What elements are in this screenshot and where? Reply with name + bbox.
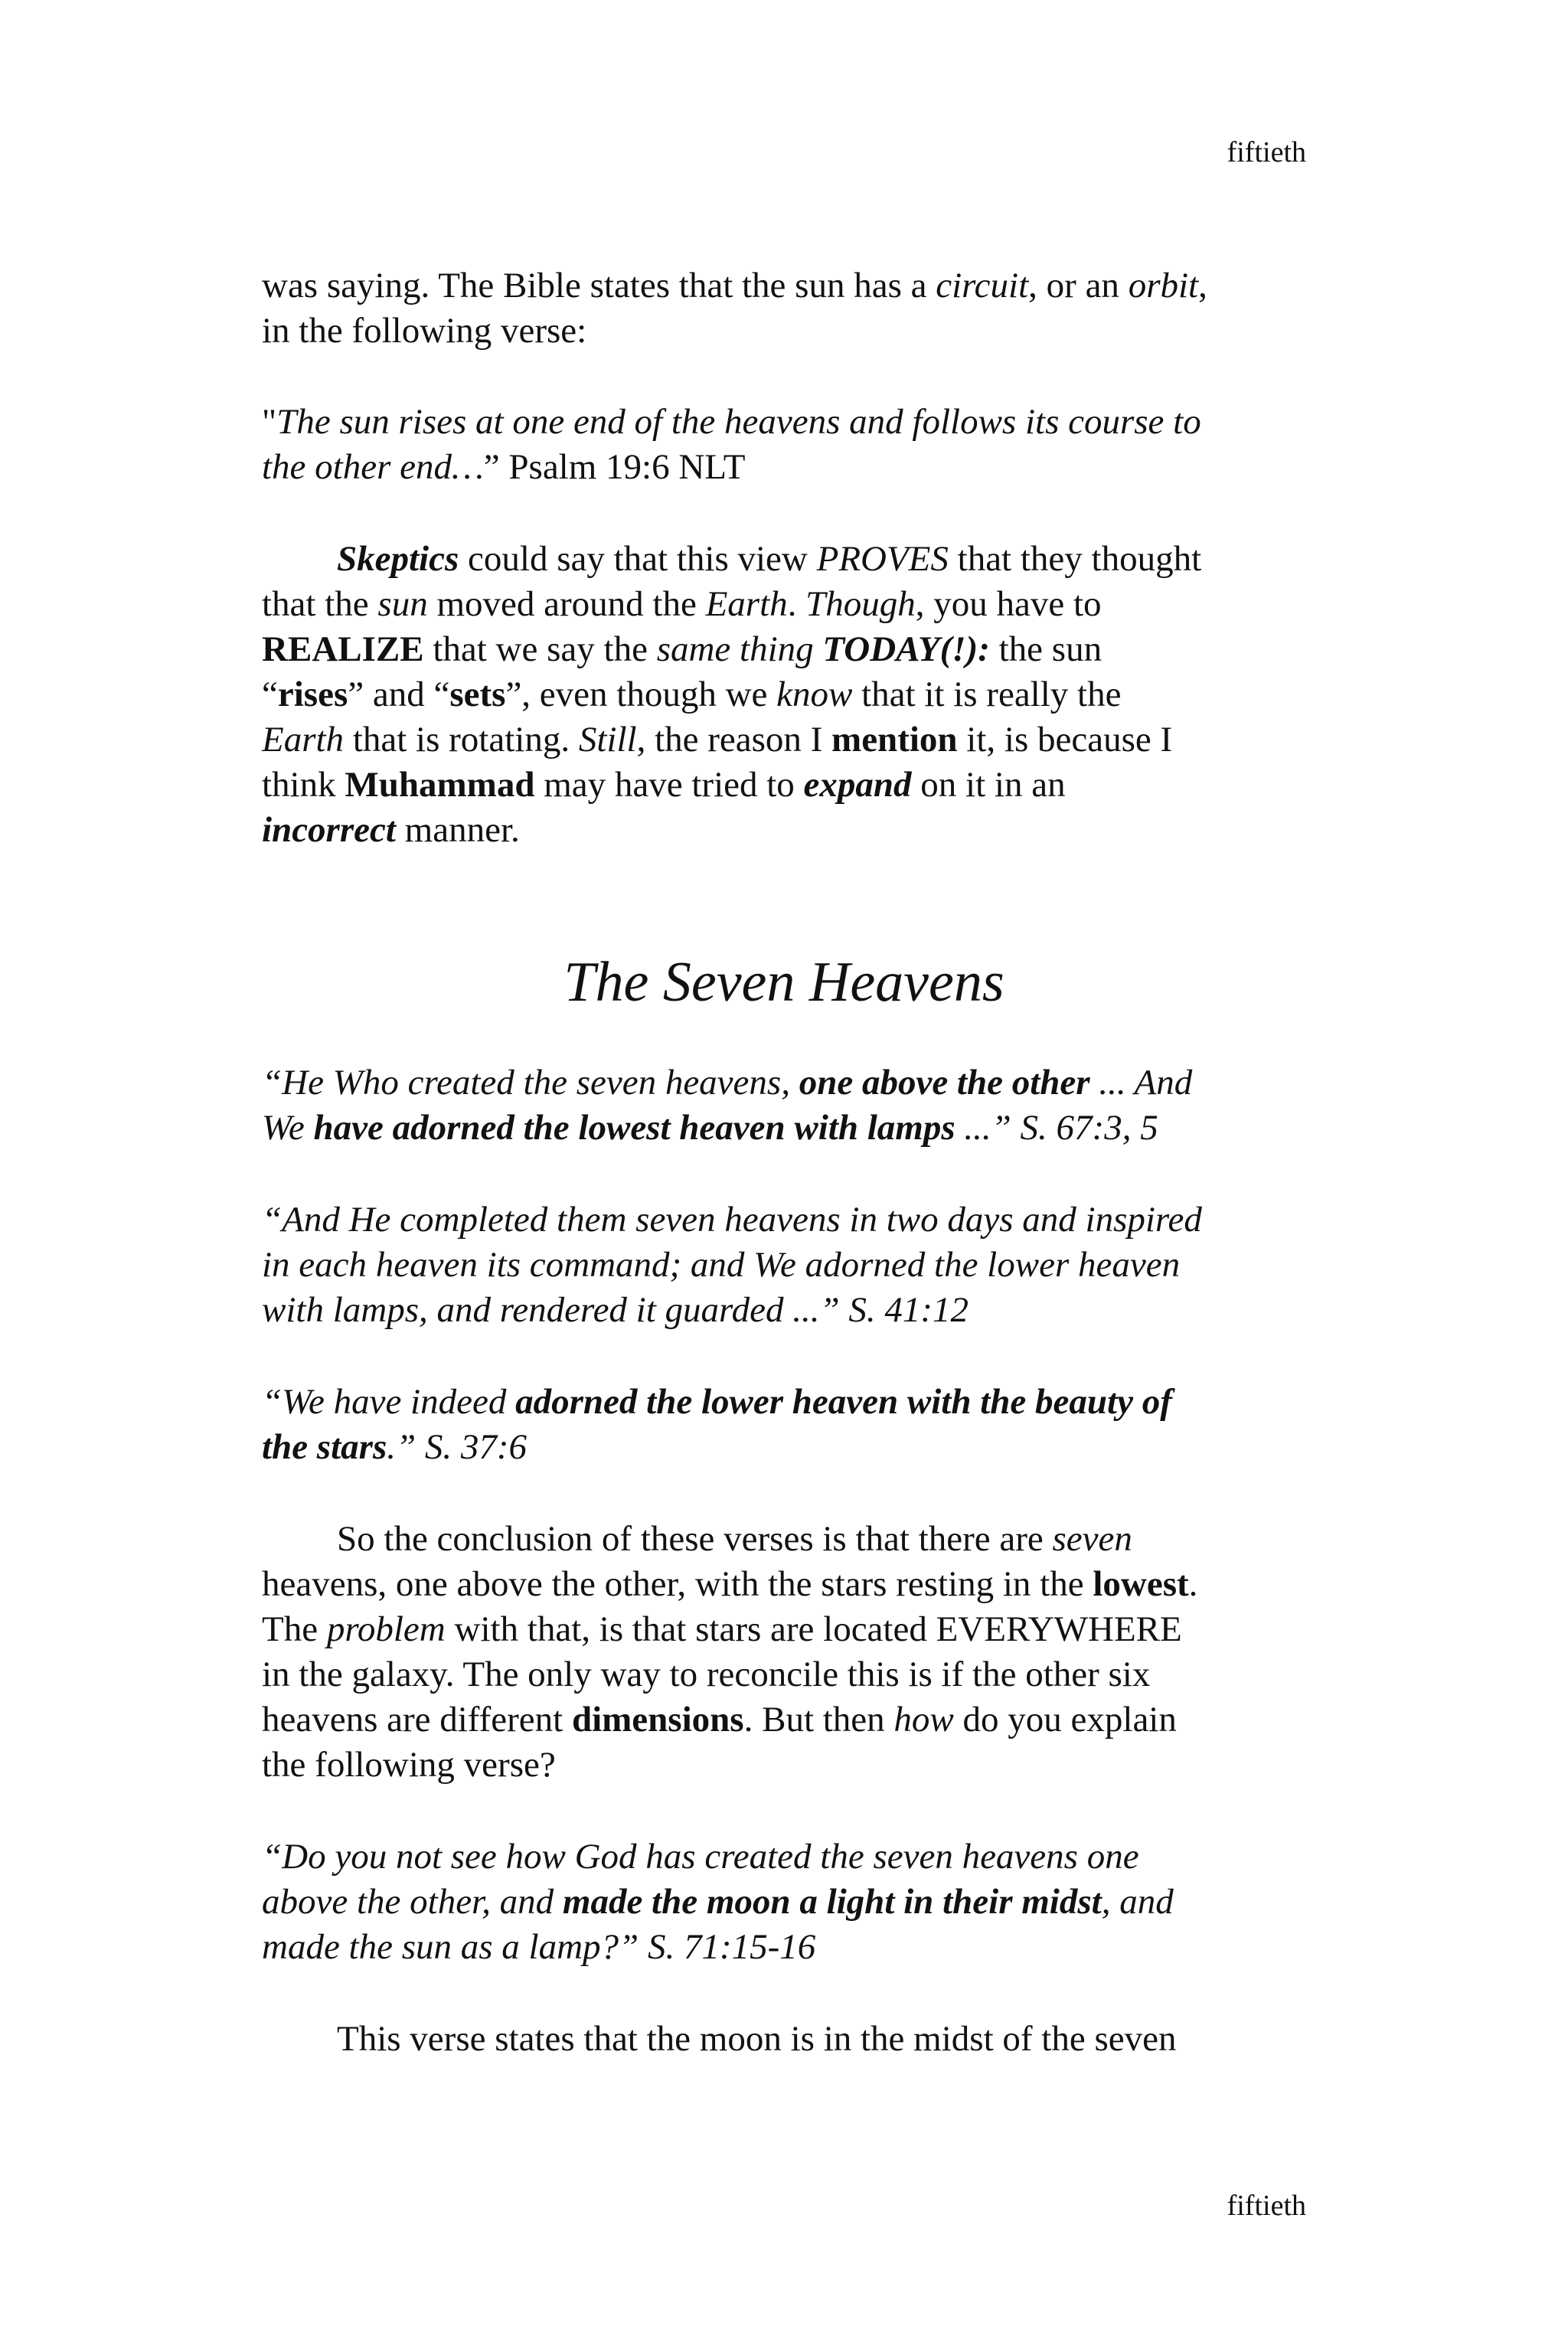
paragraph-line: in the galaxy. The only way to reconcile this is if the other six <box>262 1655 1151 1694</box>
text-run: “We have indeed <box>262 1382 516 1422</box>
text-run: We <box>262 1108 314 1148</box>
running-header: fiftieth <box>1227 136 1306 168</box>
text-run: do you explain <box>953 1700 1177 1740</box>
text-run: lowest <box>1093 1564 1189 1604</box>
quote-line <box>262 445 745 490</box>
text-run: The <box>262 1609 327 1649</box>
running-footer: fiftieth <box>1227 2190 1306 2222</box>
text-run: PROVES <box>816 539 949 579</box>
text-run: may have tried to <box>534 765 804 805</box>
paragraph-line <box>262 763 1066 808</box>
paragraph-line <box>262 1607 1182 1652</box>
quote-line: in each heaven its command; and We adorned the lower heaven <box>262 1245 1181 1285</box>
text-run: have adorned the lowest heaven with lamps <box>313 1108 956 1148</box>
text-run: manner. <box>395 810 520 850</box>
text-run: that the <box>262 584 378 624</box>
text-run: think <box>262 765 345 805</box>
paragraph-line <box>262 263 1207 309</box>
text-run: was saying. The Bible states that the sun has a <box>262 266 936 305</box>
text-run <box>814 629 823 669</box>
text-run: circuit <box>936 266 1029 305</box>
quote-line <box>262 400 1201 445</box>
paragraph-line <box>262 627 1102 672</box>
text-run: Skeptics <box>337 539 459 579</box>
paragraph-line: in the following verse: <box>262 311 587 351</box>
text-run: how <box>893 1700 954 1740</box>
paragraph-line <box>262 1562 1197 1607</box>
text-run: moved around the <box>427 584 706 624</box>
paragraph-line <box>262 582 1102 627</box>
text-run: heavens, one above the other, with the stars resting in the <box>262 1564 1093 1604</box>
paragraph-line: the following verse? <box>262 1745 556 1785</box>
quote-line <box>262 1060 1192 1106</box>
text-run: on it in an <box>911 765 1066 805</box>
text-run: “ <box>262 675 278 714</box>
text-run: problem <box>326 1609 446 1649</box>
quote-line: made the sun as a lamp?” S. 71:15-16 <box>262 1927 816 1967</box>
text-run: the sun <box>989 629 1102 669</box>
text-run: above the other, and <box>262 1882 563 1922</box>
quote-line <box>262 1880 1174 1925</box>
text-run: heavens are different <box>262 1700 572 1740</box>
text-run: Still <box>578 720 637 760</box>
text-run: The sun rises at one end of the heavens and follows its course to <box>276 402 1201 442</box>
text-run: . <box>1188 1564 1198 1604</box>
paragraph-line <box>262 672 1121 717</box>
text-run: same thing <box>656 629 814 669</box>
text-run: . But then <box>743 1700 894 1740</box>
text-run: orbit <box>1128 266 1199 305</box>
text-run: Earth <box>705 584 788 624</box>
text-run: ”, even though we <box>505 675 777 714</box>
text-run: rises <box>277 675 348 714</box>
quote-line: with lamps, and rendered it guarded ...” S. 41:12 <box>262 1290 969 1330</box>
text-run: expand <box>803 765 912 805</box>
text-run: that they thought <box>948 539 1202 579</box>
text-run: So the conclusion of these verses is that there are <box>337 1519 1053 1559</box>
text-run: Earth <box>262 720 345 760</box>
text-run: that we say the <box>423 629 657 669</box>
text-run: ...” S. 67:3, 5 <box>955 1108 1158 1148</box>
text-run: , or an <box>1028 266 1129 305</box>
text-run: seven <box>1052 1519 1132 1559</box>
text-run: Muhammad <box>345 765 535 805</box>
text-run: sets <box>449 675 506 714</box>
text-run: adorned the lower heaven with the beauty of <box>515 1382 1172 1422</box>
text-run: sun <box>377 584 428 624</box>
text-run: , the reason I <box>636 720 832 760</box>
text-run: one above the other <box>799 1063 1090 1102</box>
text-run: ” and “ <box>348 675 450 714</box>
text-run: incorrect <box>262 810 396 850</box>
text-run: with that, is that stars are located EVERYWHERE <box>445 1609 1182 1649</box>
text-run: Though <box>805 584 916 624</box>
text-run: the other end… <box>262 447 484 487</box>
text-run: that is rotating. <box>344 720 579 760</box>
paragraph-line <box>262 1697 1177 1743</box>
text-run: could say that this view <box>459 539 817 579</box>
text-run: know <box>776 675 853 714</box>
quote-line <box>262 1106 1158 1151</box>
quote-line: “Do you not see how God has created the seven heavens one <box>262 1837 1139 1877</box>
text-run: it, is because I <box>957 720 1173 760</box>
text-run: mention <box>831 720 958 760</box>
quote-line <box>262 1380 1172 1425</box>
text-run: the stars <box>262 1427 387 1467</box>
paragraph-line <box>262 808 520 853</box>
paragraph-line <box>337 537 1201 582</box>
text-run: dimensions <box>571 1700 744 1740</box>
text-run: , you have to <box>915 584 1102 624</box>
paragraph-line <box>337 1517 1132 1562</box>
text-run: REALIZE <box>262 629 424 669</box>
text-run: , and <box>1101 1882 1174 1922</box>
text-run: .” S. 37:6 <box>387 1427 528 1467</box>
text-run: ” Psalm 19:6 NLT <box>483 447 746 487</box>
text-run: " <box>262 402 277 442</box>
text-run: “He Who created the seven heavens, <box>262 1063 799 1102</box>
text-run: made the moon a light in their midst <box>562 1882 1102 1922</box>
text-run: that it is really the <box>852 675 1122 714</box>
text-run: , <box>1198 266 1207 305</box>
paragraph-line <box>262 717 1172 763</box>
text-run: ... And <box>1089 1063 1193 1102</box>
text-run: . <box>787 584 806 624</box>
section-heading: The Seven Heavens <box>564 951 1004 1014</box>
text-run: TODAY(!): <box>822 629 990 669</box>
quote-line: “And He completed them seven heavens in two days and inspired <box>262 1200 1202 1240</box>
quote-line <box>262 1425 527 1470</box>
paragraph-line: This verse states that the moon is in the midst of the seven <box>337 2019 1177 2059</box>
